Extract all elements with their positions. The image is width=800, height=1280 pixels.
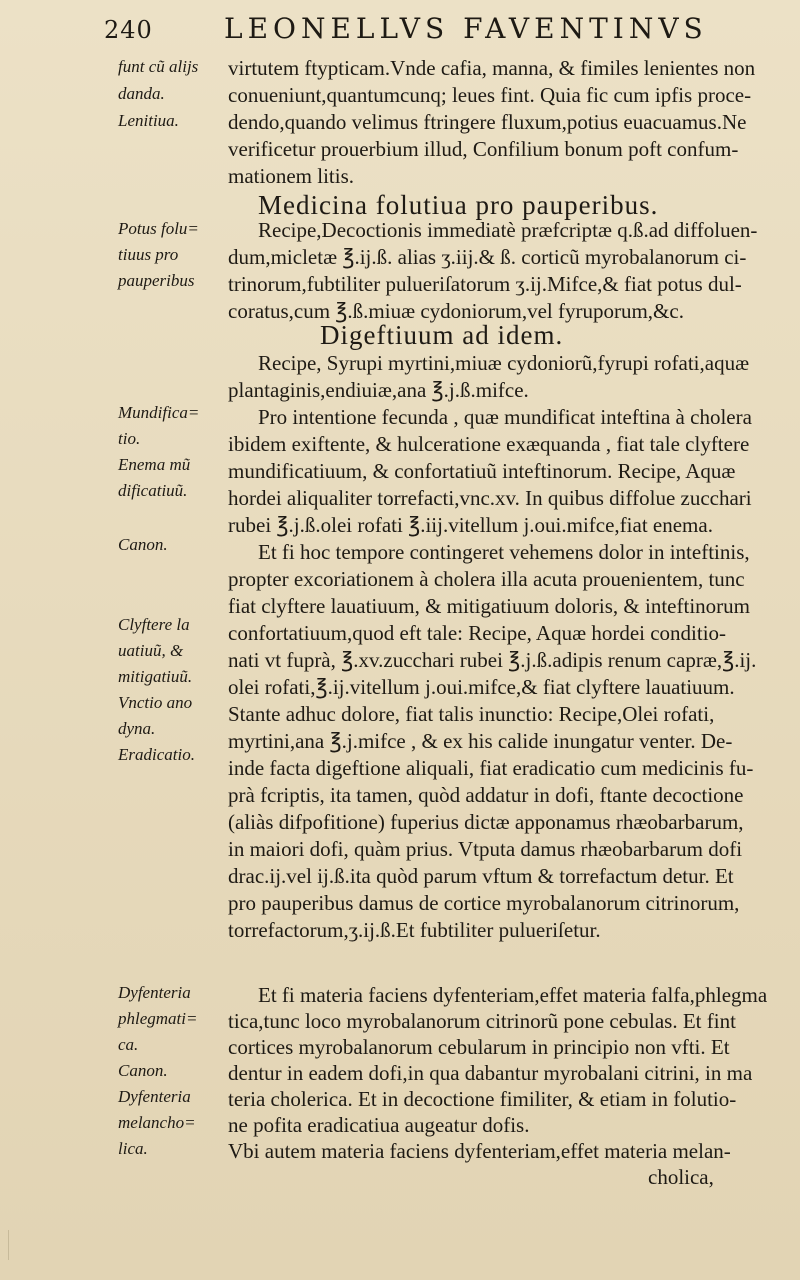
margin-note: Potus folu= [118,219,199,238]
page-number: 240 [104,16,153,44]
margin-note: funt cũ aliјs [118,57,199,76]
text-line: Recipe,Decoctionis immediatè præfcriptæ q.ß.ad diffoluen- [258,218,758,242]
text-line: ne pofita eradicatiua augeatur dofis. [228,1113,530,1137]
margin-note: Vnctio ano [118,693,193,712]
text-line: Pro intentione fecunda , quæ mundificat inteftina à cholera [258,405,752,429]
text-line: cholica, [648,1165,714,1189]
text-line: dentur in eadem dofi,in qua dabantur myrobalani citrini, in ma [228,1061,753,1085]
text-line: dendo,quando velimus ftringere fluxum,potius euacuamus.Ne [228,110,747,134]
text-line: Recipe, Syrupi myrtini,miuæ cydoniorũ,fyrupi rofati,aquæ [258,351,750,375]
text-line: Vbi autem materia faciens dyfenteriam,effet materia melan- [228,1139,731,1163]
text-line: nati vt fuprà, ℥.xv.zucchari rubei ℥.j.ß.adipis renum capræ,℥.ij. [228,648,757,672]
text-line: olei rofati,℥.ij.vitellum j.oui.mifce,& fiat clyftere lauatiuum. [228,675,735,699]
text-line: Et fi hoc tempore contingeret vehemens dolor in inteftinis, [258,540,750,564]
text-line: inde facta digeftione aliquali, fiat eradicatio cum medicinis fu- [228,756,754,780]
text-line: torrefactorum,ʒ.ij.ß.Et fubtiliter pulueriſetur. [228,918,601,942]
text-line: verificetur prouerbium illud, Confilium bonum poft confum- [228,137,739,161]
margin-note: Canon. [118,1061,168,1080]
section-heading-medicina: Medicina folutiua pro pauperibus. [258,190,659,220]
margin-note: pauperibus [118,271,195,290]
text-line: fiat clyftere lauatiuum, & mitigatiuum doloris, & inteftinorum [228,594,750,618]
margin-note: melancho= [118,1113,196,1132]
margin-note: Lenitiua. [118,111,179,130]
running-title: LEONELLVS FAVENTINVS [224,12,708,45]
text-line: mationem litis. [228,164,354,188]
text-line: mundificatiuum, & confortatiuũ inteftinorum. Recipe, Aquæ [228,459,736,483]
margin-note: mitigatiuũ. [118,667,193,686]
margin-note: tiuus pro [118,245,179,264]
margin-note: Dyfenteria [118,1087,191,1106]
text-line: drac.ij.vel ij.ß.ita quòd parum vftum & torrefactum detur. Et [228,864,734,888]
margin-note: ca. [118,1035,139,1054]
text-line: conueniunt,quantumcunq; leues fint. Quia fic cum ipfis proce- [228,83,752,107]
text-line: rubei ℥.j.ß.olei rofati ℥.iij.vitellum j.oui.mifce,fiat enema. [228,513,713,537]
margin-note: lica. [118,1139,148,1158]
page-header [0,8,800,54]
text-line: dum,micletæ ℥.ij.ß. alias ʒ.iij.& ß. corticũ myrobalanorum ci- [228,245,747,269]
text-line: hordei aliqualiter torrefacti,vnc.xv. In quibus diffolue zucchari [228,486,752,510]
text-line: coratus,cum ℥.ß.miuæ cydoniorum,vel fyruporum,&c. [228,299,684,323]
text-line: (aliàs difpofitione) fuperius dictæ apponamus rhæobarbarum, [228,810,744,834]
margin-note: Clyftere la [118,615,190,634]
text-line: prà fcriptis, ita tamen, quòd addatur in dofi, ftante decoctione [228,783,744,807]
text-line: plantaginis,endiuiæ,ana ℥.j.ß.mifce. [228,378,529,402]
margin-note: tio. [118,429,141,448]
margin-note: dificatiuũ. [118,481,188,500]
text-line: cortices myrobalanorum cebularum in principio non vfti. Et [228,1035,730,1059]
text-line: ibidem exiftente, & hulceratione exæquanda , fiat tale clyftere [228,432,750,456]
margin-note: Canon. [118,535,168,554]
margin-note: Eradicatio. [118,745,195,764]
text-line: Et fi materia faciens dyfenteriam,effet materia falfa,phlegma [258,983,768,1007]
margin-note: uatiuũ, & [118,641,184,660]
margin-note: Enema mũ [118,455,191,474]
margin-note: danda. [118,84,165,103]
text-line: confortatiuum,quod eft tale: Recipe, Aquæ hordei conditio- [228,621,727,645]
section-heading-digestiuum: Digeftiuum ad idem. [320,320,564,350]
text-line: propter excoriationem à cholera illa acuta prouenientem, tunc [228,567,745,591]
text-line: Stante adhuc dolore, fiat talis inunctio: Recipe,Olei rofati, [228,702,715,726]
text-line: pro pauperibus damus de cortice myrobalanorum citrinorum, [228,891,740,915]
text-line: tica,tunc loco myrobalanorum citrinorũ pone cebulas. Et fint [228,1009,736,1033]
margin-note: dyna. [118,719,156,738]
text-line: virtutem ftypticam.Vnde cafia, manna, & fimiles lenientes non [228,56,756,80]
margin-note: Dyfenteria [118,983,191,1002]
page-edge-mark [8,1230,23,1260]
text-line: in maiori dofi, quàm prius. Vtputa damus rhæobarbarum dofi [228,837,743,861]
text-line: trinorum,fubtiliter pulueriſatorum ʒ.ij.Mifce,& fiat potus dul- [228,272,742,296]
margin-note: Mundifica= [118,403,200,422]
text-line: myrtini,ana ℥.j.mifce , & ex his calide inungatur venter. De- [228,729,733,753]
text-line: teria cholerica. Et in decoctione fimiliter, & etiam in folutio- [228,1087,737,1111]
margin-note: phlegmati= [118,1009,198,1028]
